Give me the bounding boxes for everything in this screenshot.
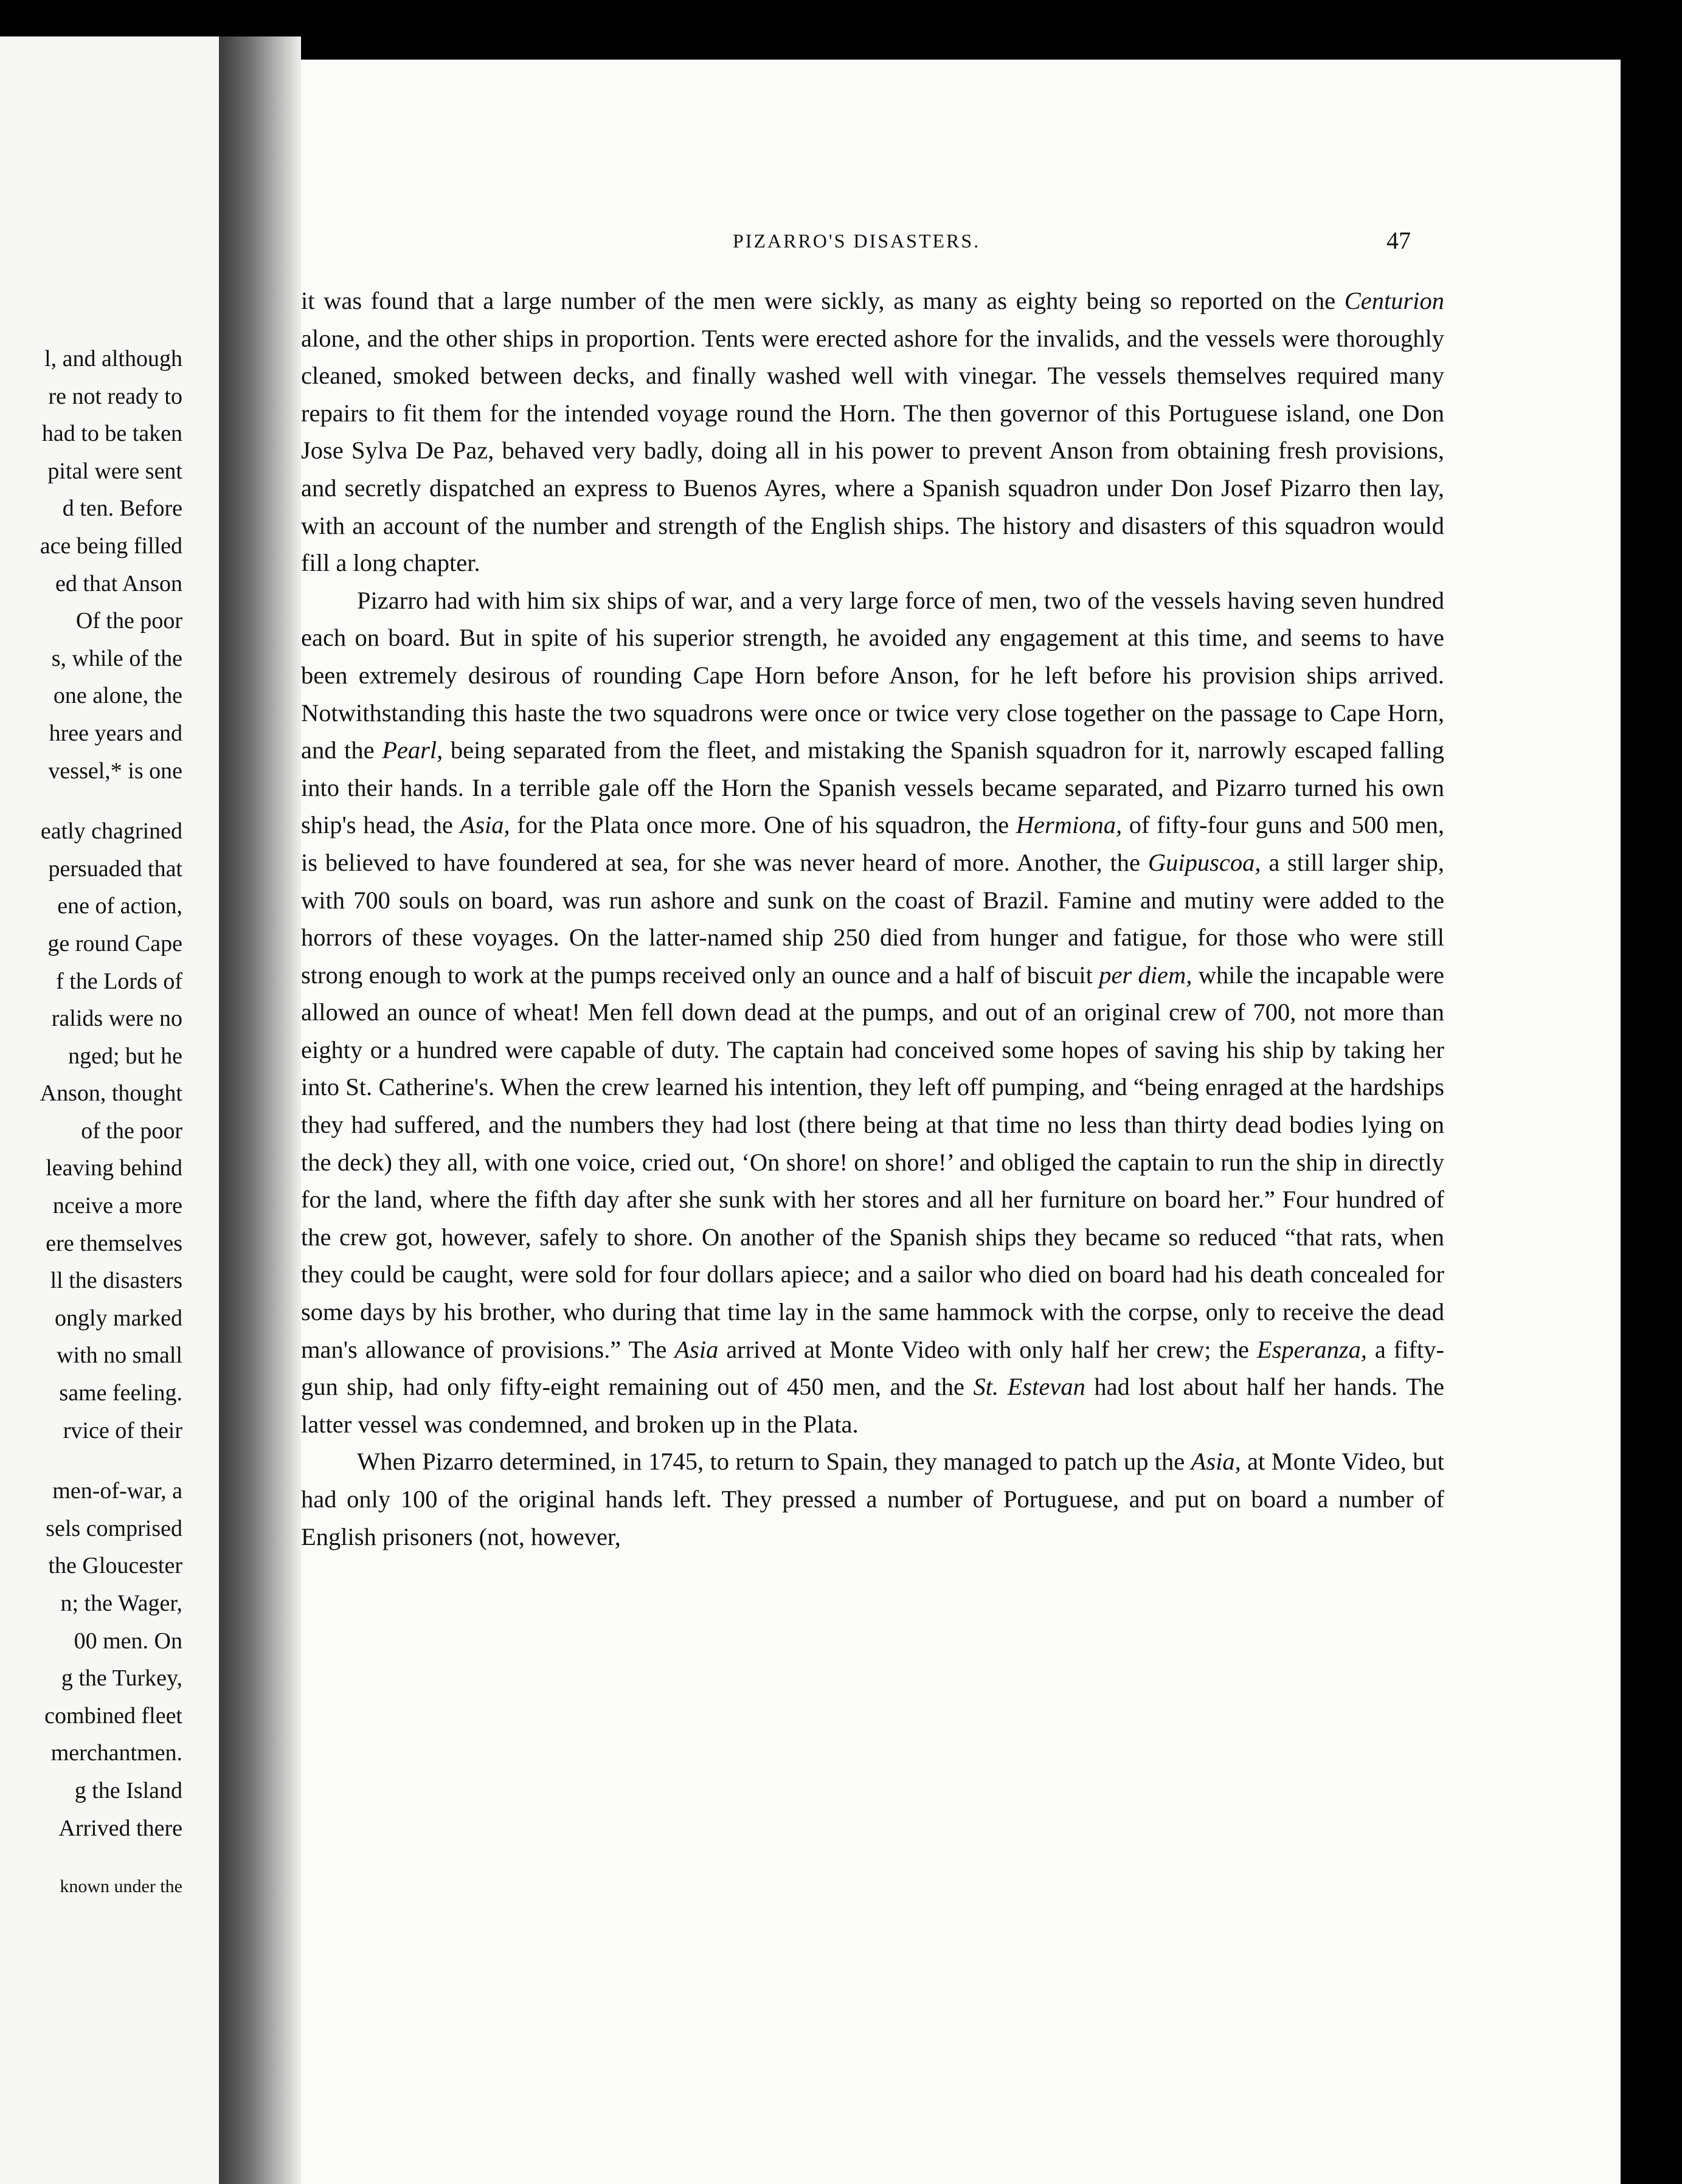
left-page-line: nceive a more	[52, 1193, 182, 1219]
ship-name-centurion: Centurion	[1344, 287, 1444, 314]
left-page-line: one alone, the	[53, 683, 182, 709]
ship-name-st-estevan: St. Estevan	[973, 1373, 1085, 1401]
paragraph-2	[301, 582, 1444, 1443]
latin-per-diem: per diem,	[1099, 961, 1192, 989]
left-page-line: ongly marked	[54, 1305, 182, 1331]
running-head: PIZARRO'S DISASTERS.	[733, 230, 981, 252]
left-page-text-fragments	[0, 340, 182, 1906]
left-page-line: s, while of the	[51, 645, 182, 671]
text-run: had lost about half her hands. The latter vessel was condemned, and broken up in the Plata.	[301, 1373, 1444, 1438]
ship-name-guipuscoa: Guipuscoa,	[1147, 848, 1261, 876]
left-page-line: vessel,* is one	[48, 758, 182, 784]
text-run: for the Plata once more. One of his squadron, the	[510, 811, 1016, 839]
left-page-line: with no small	[57, 1343, 182, 1369]
ship-name-pearl: Pearl,	[382, 736, 443, 764]
left-page-line: ge round Cape	[47, 930, 182, 956]
text-run: being separated from the fleet, and mistaking the Spanish squadron for it, narrowly escaped falling into their hands. In a terrible gale off the Horn the Spanish vessels became separated, and Pizarro turned his own ship's head, the	[301, 736, 1444, 839]
left-page-line: ed that Anson	[55, 570, 182, 596]
text-run: it was found that a large number of the men were sickly, as many as eighty being so reported on the	[301, 287, 1345, 314]
left-page-line: 00 men. On	[74, 1628, 182, 1654]
left-page-line: eatly chagrined	[40, 818, 182, 845]
page-body	[301, 282, 1444, 1555]
left-page-line: l, and although	[44, 346, 182, 371]
left-page-line: ll the disasters	[50, 1268, 182, 1294]
ship-name-asia: Asia	[674, 1335, 719, 1363]
left-page-line: the Gloucester	[48, 1553, 182, 1579]
left-page-line: Of the poor	[75, 608, 182, 634]
left-page-line: hree years and	[49, 720, 182, 746]
text-run: at Monte Video, but had only 100 of the original hands left. They pressed a number of Portuguese, and put on board a number of English prisoners (not, however,	[301, 1448, 1444, 1550]
text-run: of fifty-four guns and 500 men, is believed to have foundered at sea, for she was never heard of more. Another, the	[301, 811, 1444, 876]
left-page-line: re not ready to	[48, 383, 182, 409]
page-number: 47	[1386, 227, 1411, 254]
paragraph-3	[301, 1443, 1444, 1555]
right-page	[301, 60, 1621, 2184]
left-page-line: merchantmen.	[50, 1740, 182, 1766]
left-page-line: of the poor	[81, 1118, 182, 1144]
left-page-line: ene of action,	[57, 893, 182, 919]
left-page-line: same feeling.	[59, 1380, 182, 1406]
text-run: When Pizarro determined, in 1745, to return to Spain, they managed to patch up the	[357, 1448, 1191, 1476]
left-page-line: pital were sent	[47, 458, 182, 484]
text-run: alone, and the other ships in proportion. Tents were erected ashore for the invalids, and the vessels were thoroughly cleaned, smoked between decks, and finally washed well with vinegar. The vessels themselves required many repairs to fit them for the intended voyage round the Horn. The then governor of this Portuguese island, one Don Jose Sylva De Paz, behaved very badly, doing all in his power to prevent Anson from obtaining fresh provisions, and secretly dispatched an express to Buenos Ayres, where a Spanish squadron under Don Josef Pizarro then lay, with an account of the number and strength of the English ships. The history and disasters of this squadron would fill a long chapter.	[301, 324, 1444, 577]
ship-name-asia: Asia,	[460, 811, 510, 839]
left-facing-page	[0, 36, 219, 2184]
text-run: arrived at Monte Video with only half her crew; the	[718, 1335, 1257, 1363]
left-page-line: nged; but he	[68, 1043, 182, 1069]
left-page-line: Anson, thought	[40, 1080, 182, 1107]
paragraph-1	[301, 282, 1444, 582]
left-page-line: ere themselves	[46, 1230, 182, 1256]
book-gutter-shadow	[219, 36, 301, 2184]
left-page-line: Arrived there	[58, 1815, 182, 1841]
left-page-line: f the Lords of	[56, 968, 182, 994]
left-page-line: had to be taken	[41, 421, 182, 447]
left-page-line: g the Island	[74, 1777, 182, 1803]
left-page-line: g the Turkey,	[61, 1665, 182, 1692]
left-page-line: n; the Wager,	[60, 1591, 182, 1616]
text-run: a fifty-gun ship, had only fifty-eight remaining out of 450 men, and the	[301, 1335, 1444, 1401]
left-page-line: ralids were no	[51, 1006, 182, 1032]
ship-name-esperanza: Esperanza,	[1256, 1335, 1367, 1363]
left-page-line: ace being filled	[40, 533, 182, 559]
text-run: Pizarro had with him six ships of war, and a very large force of men, two of the vessels having seven hundred each on board. But in spite of his superior strength, he avoided any engagement at this time, and seems to have been extremely desirous of rounding Cape Horn before Anson, for he left before his provision ships arrived. Notwithstanding this haste the two squadrons were once or twice very close together on the passage to Cape Horn, and the	[301, 586, 1444, 764]
ship-name-hermiona: Hermiona,	[1016, 811, 1123, 839]
left-page-line: rvice of their	[63, 1417, 182, 1443]
left-page-footnote: known under the	[60, 1876, 182, 1897]
left-page-line: d ten. Before	[62, 496, 182, 522]
left-page-line: combined fleet	[44, 1702, 182, 1729]
text-run: while the incapable were allowed an ounce of wheat! Men fell down dead at the pumps, and out of an original crew of 700, not more than eighty or a hundred were capable of duty. The captain had conceived some hopes of saving his ship by taking her into St. Catherine's. When the crew learned his intention, they left off pumping, and “being enraged at the hardships they had suffered, and the numbers they had lost (there being at that time no less than thirty dead bodies lying on the deck) they all, with one voice, cried out, ‘On shore! on shore!’ and obliged the captain to run the ship in directly for the land, where the fifth day after she sunk with her stores and all her furniture on board her.” Four hundred of the crew got, however, safely to shore. On another of the Spanish ships they became so reduced “that rats, when they could be caught, were sold for four dollars apiece; and a sailor who died on board had his death concealed for some days by his brother, who during that time lay in the same hammock with the corpse, only to receive the dead man's allowance of provisions.” The	[301, 961, 1444, 1363]
left-page-line: persuaded that	[48, 855, 182, 882]
left-page-line: leaving behind	[46, 1155, 182, 1181]
left-page-line: men-of-war, a	[52, 1478, 182, 1504]
ship-name-asia: Asia,	[1191, 1448, 1241, 1476]
left-page-line: sels comprised	[46, 1515, 182, 1541]
text-run: a still larger ship, with 700 souls on board, was run ashore and sunk on the coast of Brazil. Famine and mutiny were added to the horrors of these voyages. On the latter-named ship 250 died from hunger and fatigue, for those who were still strong enough to work at the pumps received only an ounce and a half of biscuit	[301, 848, 1444, 989]
